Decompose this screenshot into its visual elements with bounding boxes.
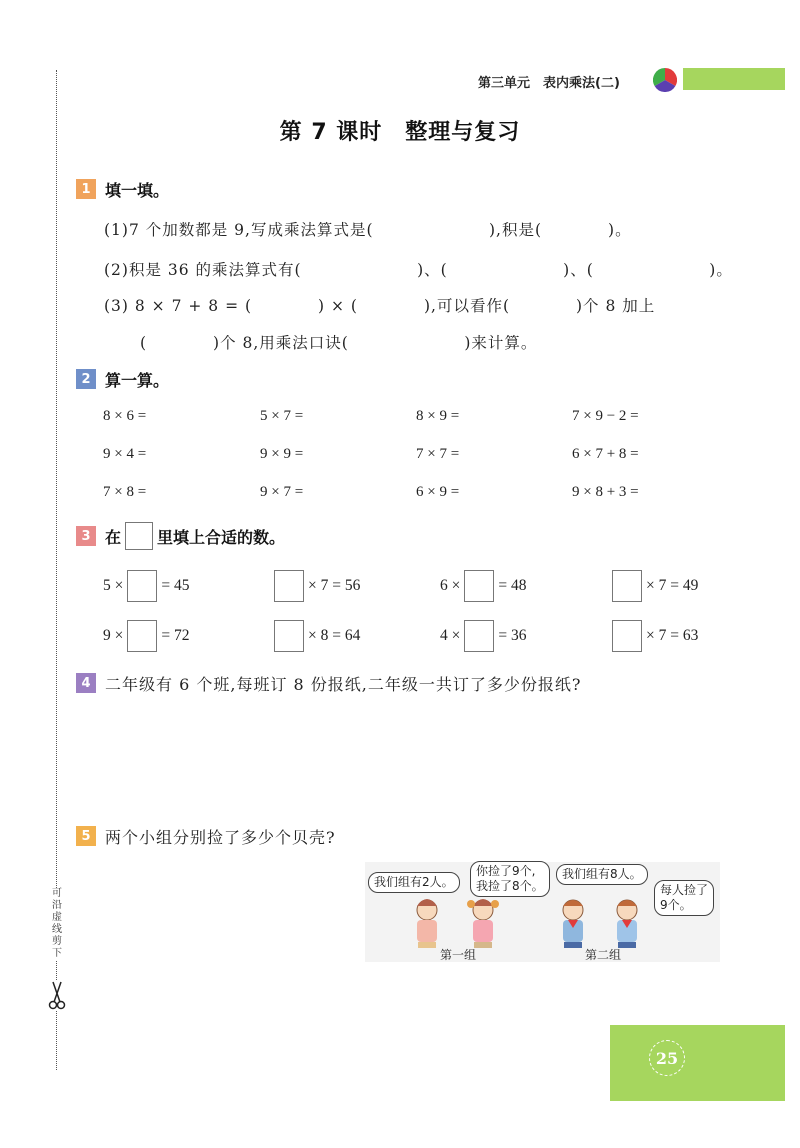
answer-box[interactable] (274, 620, 304, 652)
section-1-header (76, 178, 169, 200)
fill-question-3: (3) 8 × 7 + 8 = ( ) × ( ),可以看作( )个 8 加上 (104, 297, 656, 315)
page-number: 25 (649, 1040, 685, 1076)
bubble-text: 每人捡了 (660, 883, 709, 897)
expr-after: = 48 (498, 577, 527, 594)
expr-after: × 7 = 49 (646, 577, 699, 594)
expr-after: × 7 = 56 (308, 577, 361, 594)
calc-item: 9 × 4 = (103, 446, 147, 462)
bubble-text: 你捡了9个, (476, 864, 536, 878)
fill-question-1: (1)7 个加数都是 9,写成乘法算式是( ),积是( )。 (104, 221, 632, 239)
expr-before: 5 × (103, 577, 124, 594)
calc-item: 5 × 7 = (260, 408, 304, 424)
section-number: 5 (76, 826, 96, 846)
answer-box[interactable] (274, 570, 304, 602)
section-title: 填一填。 (105, 180, 170, 200)
section-title-after: 里填上合适的数。 (157, 527, 286, 547)
unit-label: 第三单元 表内乘法(二) (478, 76, 620, 91)
fill-box-item (608, 570, 698, 602)
fill-box-item (103, 570, 190, 602)
color-wheel-icon (653, 68, 677, 92)
calc-item: 9 × 7 = (260, 484, 304, 500)
fill-box-item (440, 620, 527, 652)
expr-before: 4 × (440, 627, 461, 644)
expr-after: = 36 (498, 627, 527, 644)
expr-after: = 72 (161, 627, 190, 644)
section-number: 1 (76, 179, 96, 199)
group-1-label: 第一组 (440, 948, 477, 962)
expr-after: = 45 (161, 577, 190, 594)
calc-item: 7 × 8 = (103, 484, 147, 500)
calc-item: 9 × 8 + 3 = (572, 484, 639, 500)
expr-after: × 8 = 64 (308, 627, 361, 644)
expr-after: × 7 = 63 (646, 627, 699, 644)
child-figure (617, 900, 637, 948)
cut-instruction: 可沿虚线剪下 (52, 888, 62, 959)
expr-before: 6 × (440, 577, 461, 594)
speech-bubble (470, 861, 550, 897)
word-problem-5: 两个小组分别捡了多少个贝壳? (105, 827, 336, 847)
bubble-text: 我捡了8个。 (476, 879, 544, 893)
speech-bubble (556, 864, 648, 885)
answer-box[interactable] (464, 620, 494, 652)
bubble-text: 9个。 (660, 898, 692, 912)
expr-before: 9 × (103, 627, 124, 644)
answer-box[interactable] (127, 570, 157, 602)
section-number: 2 (76, 369, 96, 389)
group-2-label: 第二组 (585, 948, 622, 962)
speech-bubble (654, 880, 714, 916)
section-3-header (76, 525, 285, 547)
calc-item: 6 × 7 + 8 = (572, 446, 639, 462)
child-figure (563, 900, 583, 948)
child-figure (467, 899, 499, 948)
scissors-icon (48, 980, 66, 1010)
bubble-text: 我们组有2人。 (374, 875, 454, 889)
header-accent-bar (683, 68, 785, 90)
blank-box-icon (125, 522, 153, 550)
section-title: 算一算。 (105, 370, 170, 390)
calc-item: 9 × 9 = (260, 446, 304, 462)
answer-box[interactable] (464, 570, 494, 602)
fill-box-item (440, 570, 527, 602)
answer-box[interactable] (612, 570, 642, 602)
lesson-title: 第 7 课时 整理与复习 (279, 120, 521, 145)
section-4-header (76, 672, 581, 694)
fill-box-item (270, 570, 360, 602)
section-title-before: 在 (105, 527, 122, 547)
fill-question-2: (2)积是 36 的乘法算式有( )、( )、( )。 (104, 261, 733, 279)
section-number: 4 (76, 673, 96, 693)
calc-item: 7 × 9 − 2 = (572, 408, 639, 424)
section-2-header (76, 368, 169, 390)
bubble-text: 我们组有8人。 (562, 867, 642, 881)
calc-item: 8 × 9 = (416, 408, 460, 424)
calc-item: 8 × 6 = (103, 408, 147, 424)
calc-item: 7 × 7 = (416, 446, 460, 462)
fill-box-item (103, 620, 190, 652)
fill-question-3-cont: ( )个 8,用乘法口诀( )来计算。 (140, 334, 538, 352)
speech-bubble (368, 872, 460, 893)
answer-box[interactable] (127, 620, 157, 652)
child-figure (417, 899, 437, 948)
page-number-bar (610, 1025, 785, 1101)
fill-box-item (608, 620, 698, 652)
answer-box[interactable] (612, 620, 642, 652)
fill-box-item (270, 620, 360, 652)
calc-item: 6 × 9 = (416, 484, 460, 500)
section-number: 3 (76, 526, 96, 546)
word-problem-4: 二年级有 6 个班,每班订 8 份报纸,二年级一共订了多少份报纸? (105, 674, 582, 694)
section-5-header (76, 825, 336, 847)
